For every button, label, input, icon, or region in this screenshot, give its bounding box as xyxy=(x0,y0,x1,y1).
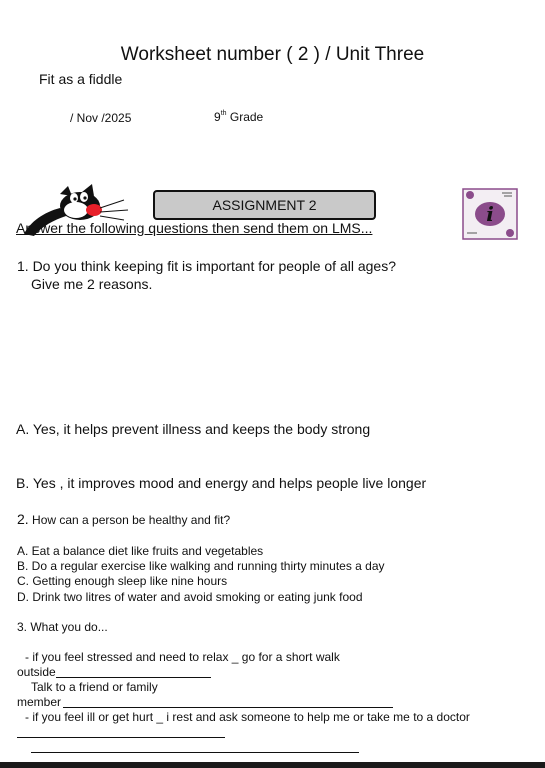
assignment-banner: ASSIGNMENT 2 xyxy=(153,190,376,220)
stressed-answer-line-1: - if you feel stressed and need to relax _ go for a short walk xyxy=(25,650,340,664)
question-2-number: 2. xyxy=(17,511,29,527)
question-2 xyxy=(17,511,230,527)
cartoon-cat-image xyxy=(20,182,132,238)
question-2-text: How can a person be healthy and fit? xyxy=(32,513,231,527)
option-d: D. Drink two litres of water and avoid smoking or eating junk food xyxy=(17,590,363,604)
option-c: C. Getting enough sleep like nine hours xyxy=(17,574,228,588)
friend-answer-line-1: Talk to a friend or family xyxy=(31,680,158,694)
answer-b: B. Yes , it improves mood and energy and helps people live longer xyxy=(16,475,427,491)
grade-label xyxy=(214,110,263,124)
friend-answer-line-2: member xyxy=(17,695,62,709)
grade-word: Grade xyxy=(229,110,264,124)
info-icon xyxy=(462,188,518,240)
question-1-line-1: 1. Do you think keeping fit is important for people of all ages? xyxy=(17,258,396,274)
instruction-text: Answer the following questions then send them on LMS... xyxy=(16,220,373,236)
question-3: 3. What you do... xyxy=(17,620,108,634)
ill-answer-line: - if you feel ill or get hurt _ i rest and ask someone to help me or take me to a doctor xyxy=(25,710,470,724)
page-title: Worksheet number ( 2 ) / Unit Three xyxy=(120,44,425,65)
option-a: A. Eat a balance diet like fruits and vegetables xyxy=(17,544,264,558)
question-1-line-2: Give me 2 reasons. xyxy=(31,276,153,292)
svg-text:i: i xyxy=(486,202,494,226)
stressed-answer-line-2: outside xyxy=(17,665,56,679)
answer-line xyxy=(17,737,225,738)
answer-a: A. Yes, it helps prevent illness and keeps the body strong xyxy=(16,421,371,437)
answer-line xyxy=(63,707,393,708)
option-b: B. Do a regular exercise like walking and running thirty minutes a day xyxy=(17,559,385,573)
answer-line xyxy=(56,677,211,678)
unit-subtitle: Fit as a fiddle xyxy=(39,71,123,87)
answer-line xyxy=(31,752,359,753)
grade-number: 9 xyxy=(214,110,221,124)
date-label: / Nov /2025 xyxy=(70,111,132,125)
bottom-border xyxy=(0,762,545,768)
grade-suffix: th xyxy=(220,110,227,117)
